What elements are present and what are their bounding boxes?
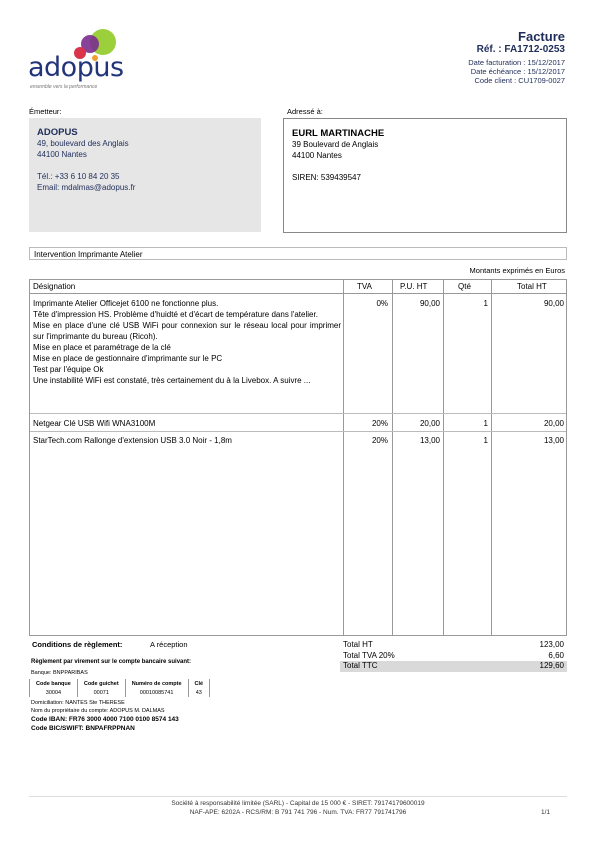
footer-legal-line2: NAF-APE: 6202A - RCS/RM: B 791 741 796 - Num. TVA: FR77 791741796 xyxy=(189,809,407,816)
table-row-description: StarTech.com Rallonge d'extension USB 3.0 Noir - 1,8m xyxy=(33,436,232,445)
recipient-name: EURL MARTINACHE xyxy=(292,128,385,139)
bank-code-header: Code banque xyxy=(30,679,78,688)
recipient-box xyxy=(283,118,567,233)
header-designation: Désignation xyxy=(33,282,76,291)
table-row-quantity: 1 xyxy=(483,299,488,308)
table-row-unit-price: 90,00 xyxy=(419,299,440,308)
total-ttc-row xyxy=(340,661,567,672)
bank-code-value: 30004 xyxy=(30,688,78,697)
recipient-address2: 44100 Nantes xyxy=(292,151,342,160)
footer-legal-line1: Société à responsabilité limitée (SARL) - Capital de 15 000 € - SIRET: 79174179600019 xyxy=(171,800,425,807)
emitter-phone: Tél.: +33 6 10 84 20 35 xyxy=(37,172,120,181)
invoice-ref: Réf. : FA1712-0253 xyxy=(476,44,565,55)
header-quantity: Qté xyxy=(458,282,471,291)
account-number-value: 00010085741 xyxy=(125,688,188,697)
header-unit-price: P.U. HT xyxy=(400,282,428,291)
table-row-total: 13,00 xyxy=(543,436,564,445)
total-tva-label: Total TVA 20% xyxy=(343,651,395,660)
recipient-label: Adressé à: xyxy=(287,107,323,116)
company-logo xyxy=(28,28,138,94)
bank-name: Banque: BNPPARIBAS xyxy=(31,670,88,676)
emitter-address2: 44100 Nantes xyxy=(37,150,87,159)
logo-wordmark: adopus xyxy=(28,52,124,83)
total-ht-value: 123,00 xyxy=(539,640,564,649)
table-row-total: 20,00 xyxy=(543,419,564,428)
invoice-due-date: Date échéance : 15/12/2017 xyxy=(470,67,565,76)
bank-details-table xyxy=(29,679,210,697)
page-number: 1/1 xyxy=(540,809,550,816)
footer-divider xyxy=(29,796,567,797)
logo-tagline: ensemble vers la performance xyxy=(30,84,98,90)
table-row-unit-price: 13,00 xyxy=(419,436,440,445)
total-ht-label: Total HT xyxy=(343,640,373,649)
branch-code-header: Code guichet xyxy=(77,679,125,688)
emitter-email: Email: mdalmas@adopus.fr xyxy=(37,183,136,192)
table-row-unit-price: 20,00 xyxy=(419,419,440,428)
key-header: Clé xyxy=(188,679,210,688)
recipient-address1: 39 Boulevard de Anglais xyxy=(292,140,379,149)
emitter-address1: 49, boulevard des Anglais xyxy=(37,139,129,148)
iban: Code IBAN: FR76 3000 4000 7100 0100 8574 143 xyxy=(31,716,179,723)
invoice-subject: Intervention Imprimante Atelier xyxy=(29,247,567,260)
payment-title: Règlement par virement sur le compte bancaire suivant: xyxy=(31,659,192,665)
currency-note: Montants exprimés en Euros xyxy=(469,266,565,275)
table-row-tva: 20% xyxy=(371,436,388,445)
total-tva-value: 6,60 xyxy=(548,651,564,660)
invoice-date: Date facturation : 15/12/2017 xyxy=(468,58,565,67)
header-total: Total HT xyxy=(517,282,547,291)
table-row-quantity: 1 xyxy=(483,419,488,428)
items-table xyxy=(29,279,567,636)
account-owner: Nom du propriétaire du compte: ADOPUS M. DALMAS xyxy=(31,708,165,714)
client-code: Code client : CU1709-0027 xyxy=(474,76,565,85)
table-row-total: 90,00 xyxy=(543,299,564,308)
key-value: 43 xyxy=(188,688,210,697)
total-ttc-value: 129,60 xyxy=(539,661,564,670)
branch-code-value: 00071 xyxy=(77,688,125,697)
emitter-name: ADOPUS xyxy=(37,127,78,138)
table-row-tva: 0% xyxy=(376,299,388,308)
total-ht-row xyxy=(340,640,567,651)
recipient-siren: SIREN: 539439547 xyxy=(292,173,361,182)
bic: Code BIC/SWIFT: BNPAFRPPNAN xyxy=(31,725,135,732)
table-row-tva: 20% xyxy=(371,419,388,428)
emitter-label: Émetteur: xyxy=(29,107,62,116)
header-tva: TVA xyxy=(357,282,372,291)
table-row-quantity: 1 xyxy=(483,436,488,445)
emitter-box xyxy=(29,118,261,232)
conditions-label: Conditions de règlement: xyxy=(32,640,123,649)
total-ttc-label: Total TTC xyxy=(343,661,378,670)
table-row-description: Imprimante Atelier Officejet 6100 ne fonctionne plus. Tête d'impression HS. Problème d'huidté et d'écart de température dans l'atelier. Mise en place d'une clé USB WiFi pour connexion sur le réseau local pour imprimer sur l'imprimante du bureau (Ricoh). Mise en place et paramétrage de la clé Mise en place de gestionnaire d'imprimante sur le PC Test par l'équipe Ok Une instabilité WiFi est constaté, très certainement du à la Livebox. A suivre ... xyxy=(33,299,341,385)
account-number-header: Numéro de compte xyxy=(125,679,188,688)
conditions-value: A réception xyxy=(150,640,188,649)
table-row-description: Netgear Clé USB Wifi WNA3100M xyxy=(33,419,156,428)
domiciliation: Domiciliation: NANTES Ste THERESE xyxy=(31,700,125,706)
invoice-title: Facture xyxy=(518,29,565,44)
